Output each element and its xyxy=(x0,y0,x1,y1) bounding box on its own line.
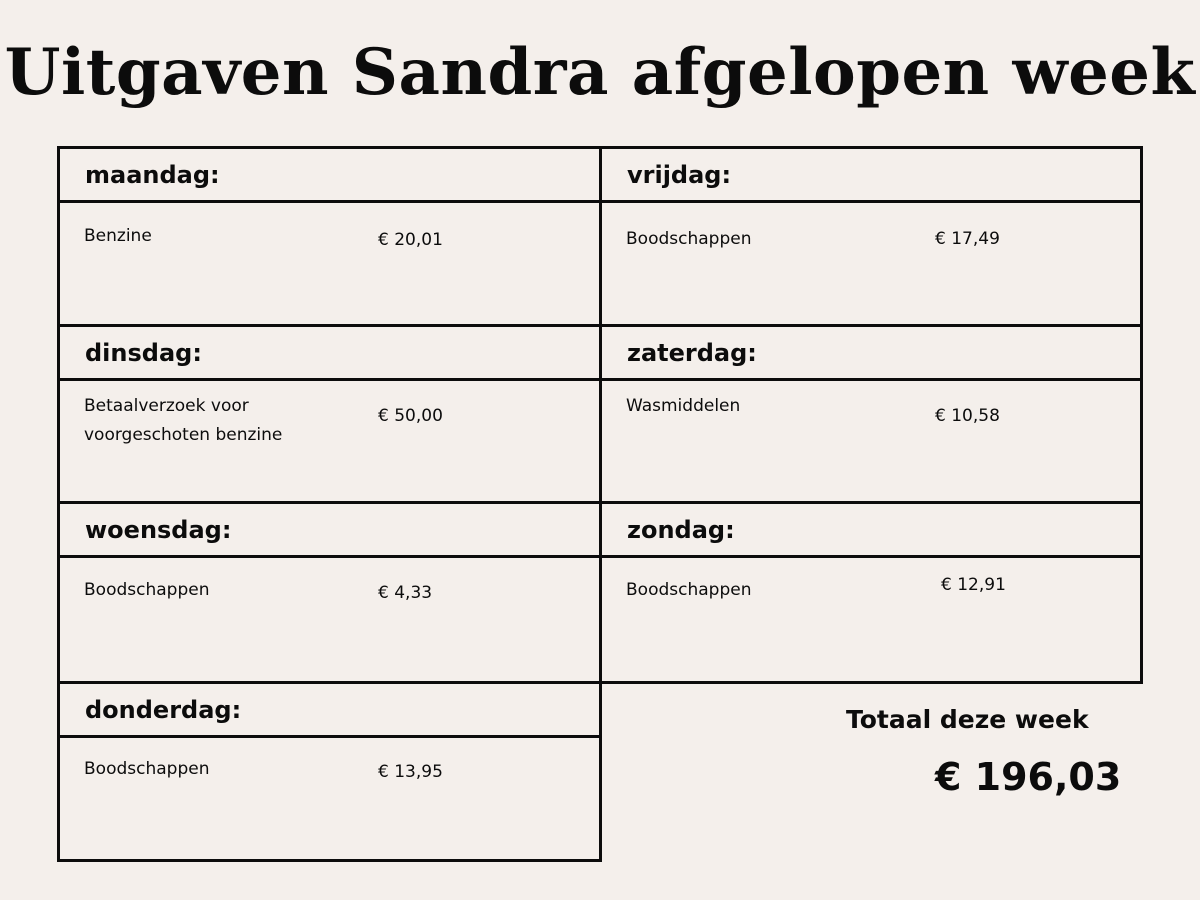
total-label: Totaal deze week xyxy=(846,705,1089,734)
expense-description: Betaalverzoek voor voorgeschoten benzine xyxy=(84,396,283,445)
expense-description: Wasmiddelen xyxy=(626,396,741,416)
day-card-woensdag xyxy=(57,504,602,684)
expense-description: Boodschappen xyxy=(84,759,210,779)
expense-description: Boodschappen xyxy=(626,229,752,249)
day-card-donderdag xyxy=(57,684,602,862)
expense-amount: € 20,01 xyxy=(378,230,443,250)
day-card-vrijdag xyxy=(602,146,1143,327)
expense-description: Benzine xyxy=(84,226,152,246)
expense-amount: € 50,00 xyxy=(378,406,443,426)
day-card-maandag xyxy=(57,146,602,327)
page-title: Uitgaven Sandra afgelopen week xyxy=(4,35,1196,110)
day-label: zaterdag: xyxy=(602,327,1140,381)
total-amount: € 196,03 xyxy=(935,755,1122,799)
day-label: vrijdag: xyxy=(602,149,1140,203)
day-card-zondag xyxy=(602,504,1143,684)
expense-amount: € 4,33 xyxy=(378,583,433,603)
day-label: woensdag: xyxy=(60,504,599,558)
expense-amount: € 17,49 xyxy=(935,229,1000,249)
day-label: dinsdag: xyxy=(60,327,599,381)
expense-amount: € 12,91 xyxy=(941,575,1006,595)
expense-amount: € 10,58 xyxy=(935,406,1000,426)
day-card-dinsdag xyxy=(57,327,602,504)
expense-description: Boodschappen xyxy=(626,580,752,600)
day-card-zaterdag xyxy=(602,327,1143,504)
day-label: zondag: xyxy=(602,504,1140,558)
day-label: donderdag: xyxy=(60,684,599,738)
expense-amount: € 13,95 xyxy=(378,762,443,782)
day-label: maandag: xyxy=(60,149,599,203)
expense-description: Boodschappen xyxy=(84,580,210,600)
